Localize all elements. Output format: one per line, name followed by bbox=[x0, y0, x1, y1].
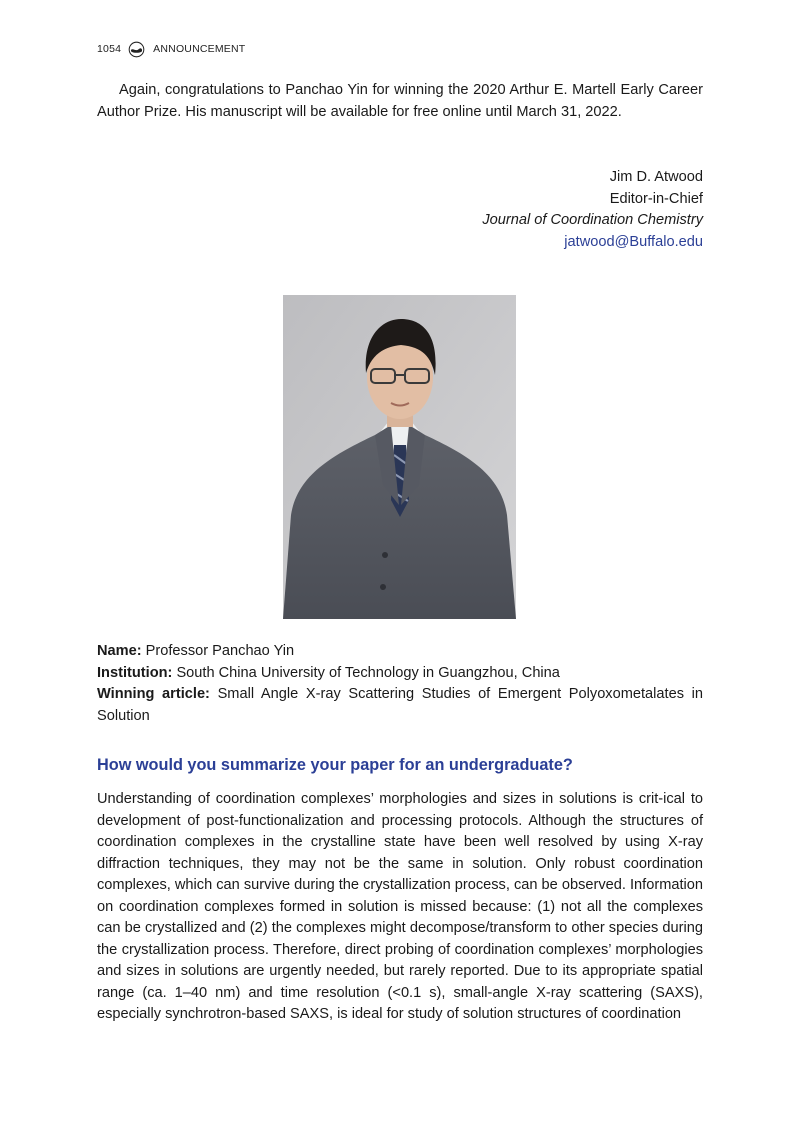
editor-email-link[interactable]: jatwood@Buffalo.edu bbox=[564, 233, 703, 250]
article-row bbox=[97, 684, 703, 727]
intro-paragraph: Again, congratulations to Panchao Yin for winning the 2020 Arthur E. Martell Early Career Author Prize. His manuscript will be available for free online until March 31, 2022. bbox=[97, 82, 703, 120]
institution-value: South China University of Technology in Guangzhou, China bbox=[176, 664, 560, 681]
section-label: ANNOUNCEMENT bbox=[153, 43, 246, 55]
summary-paragraph: Understanding of coordination complexes’ morphologies and sizes in solutions is crit-ical to development of post-functionalization and processing protocols. Although the structures of coordination complexes in the crystalline state have been well resolved by using X-ray diffraction techniques, they may not be the same in solution. Only robust coordination complexes, which can survive during the crystallization process, can be observed. Information on coordination complexes formed in solution is missed because: (1) not all the complexes can be crystallized and (2) the complexes might decompose/transform to other species during the crystallization process. Therefore, direct probing of coordination complexes’ morphologies and sizes in solutions are urgently needed, but rarely reported. Due to its appropriate spatial range (ca. 1–40 nm) and time resolution (<0.1 s), small-angle X-ray scattering (SAXS), especially synchrotron-based SAXS, is ideal for study of solution structures of coordination bbox=[97, 791, 703, 1022]
publisher-logo-icon bbox=[128, 41, 145, 58]
running-header bbox=[97, 41, 245, 57]
signature-block bbox=[482, 167, 703, 253]
article-label: Winning article: bbox=[97, 686, 210, 702]
winner-name-value: Professor Panchao Yin bbox=[145, 643, 295, 659]
portrait-photo bbox=[283, 295, 516, 619]
institution-label: Institution: bbox=[97, 664, 173, 681]
institution-row bbox=[97, 663, 703, 685]
page-number: 1054 bbox=[97, 43, 122, 55]
winner-details bbox=[97, 641, 703, 727]
section-heading: How would you summarize your paper for an undergraduate? bbox=[97, 756, 573, 774]
article-value: Small Angle X-ray Scattering Studies of Emergent Polyoxometalates in Solution bbox=[97, 686, 703, 724]
journal-name: Journal of Coordination Chemistry bbox=[482, 212, 703, 228]
editor-name: Jim D. Atwood bbox=[609, 169, 703, 185]
winner-name-label: Name: bbox=[97, 643, 142, 659]
winner-name-row bbox=[97, 641, 703, 663]
portrait-illustration bbox=[283, 295, 516, 619]
editor-role: Editor-in-Chief bbox=[609, 190, 703, 207]
